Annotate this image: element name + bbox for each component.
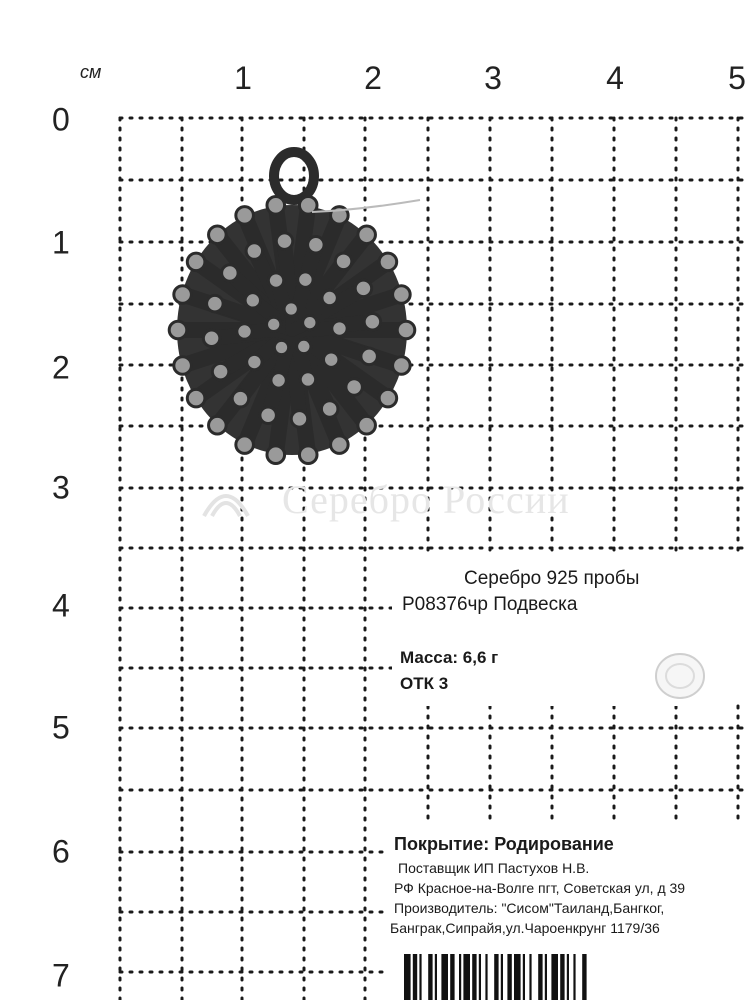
pendant-bead [393, 286, 411, 304]
pendant-bead [364, 313, 381, 330]
supplier-line: РФ Красное-на-Волге пгт, Советская ул, д 39 [394, 880, 686, 896]
ruler-y-label: 0 [52, 101, 70, 138]
barcode-bar [567, 954, 569, 1000]
barcode-bar [463, 954, 470, 1000]
ruler-x-label: 5 [728, 60, 746, 96]
ruler-unit-label: см [80, 62, 102, 82]
pendant-bead [246, 243, 263, 259]
pendant-bead [267, 196, 285, 214]
barcode-bar [404, 954, 411, 1000]
pendant-bead [393, 357, 411, 375]
pendant-bead [267, 446, 285, 464]
pendant-bead [209, 226, 227, 244]
pendant-bead [237, 324, 252, 339]
barcode-icon [398, 954, 718, 1000]
pendant-bail [274, 152, 314, 200]
barcode-bar [459, 954, 461, 1000]
pendant-bead [236, 207, 254, 225]
pendant-bead [321, 401, 338, 418]
pendant-bead [298, 272, 313, 287]
ruler-x-label: 4 [606, 60, 624, 96]
pendant-bead [299, 446, 317, 464]
pendant-bead [174, 286, 192, 304]
price-tag-string-icon [312, 200, 420, 212]
pendant-bead [322, 290, 337, 305]
pendant-bead [236, 436, 254, 454]
barcode-bar [538, 954, 542, 1000]
barcode-bar [573, 954, 575, 1000]
barcode-bar [551, 954, 558, 1000]
pendant-bead [346, 379, 363, 396]
pendant-bead [331, 436, 349, 454]
pendant-bead [232, 390, 249, 407]
pendant-bead [222, 265, 239, 282]
supplier-line: Банграк,Сипрайя,ул.Чароенкрунг 1179/36 [390, 920, 660, 936]
metal-purity: Серебро 925 пробы [464, 568, 640, 589]
mass: Масса: 6,6 г [400, 648, 499, 667]
ruler-y-label: 2 [52, 349, 70, 386]
pendant-bead [274, 340, 288, 354]
ruler-x-label: 3 [484, 60, 502, 96]
barcode-bar [501, 954, 503, 1000]
pendant-bead [379, 253, 397, 271]
barcode-bar [428, 954, 432, 1000]
ruler-x-label: 1 [234, 60, 252, 96]
barcode-bar [485, 954, 487, 1000]
article-number: Р08376чр Подвеска [402, 594, 578, 615]
pendant-bead [276, 233, 293, 250]
pendant-bead [187, 253, 205, 271]
barcode-bar [514, 954, 521, 1000]
pendant-bead [297, 339, 311, 353]
pendant-bead [209, 416, 227, 434]
barcode-bar [441, 954, 448, 1000]
otk-stamp: ОТК 3 [400, 674, 449, 693]
barcode-bar [529, 954, 531, 1000]
pendant-bead [203, 330, 220, 347]
pendant-bead [308, 236, 325, 253]
pendant-bead [358, 416, 376, 434]
pendant-bead [267, 317, 281, 331]
pendant-bead [260, 407, 277, 424]
barcode-bar [582, 954, 586, 1000]
pendant-bead [174, 357, 192, 375]
pendant-bead [332, 321, 347, 336]
barcode-bar [472, 954, 476, 1000]
barcode-bar [507, 954, 511, 1000]
barcode-bar [450, 954, 454, 1000]
pendant-bead [187, 389, 205, 407]
pendant-bead [300, 372, 315, 387]
barcode-bar [523, 954, 525, 1000]
pendant-bead [358, 226, 376, 244]
pendant-bead [335, 253, 352, 270]
barcode-bar [545, 954, 547, 1000]
barcode-bar [560, 954, 564, 1000]
pendant-bead [379, 389, 397, 407]
ruler-y-label: 7 [52, 957, 70, 994]
ruler-y-label: 4 [52, 587, 70, 624]
pendant-bead [212, 363, 229, 380]
supplier-line: Производитель: "Сисом"Таиланд,Бангког, [394, 900, 665, 916]
pendant-bead [303, 316, 317, 330]
pendant-bead [271, 373, 286, 388]
pendant-bead [397, 321, 415, 339]
watermark-text: Серебро России [282, 477, 570, 522]
pendant-bead [284, 302, 298, 316]
pendant-bead [245, 293, 260, 308]
pendant-bead [207, 295, 224, 312]
ruler-y-label: 5 [52, 709, 70, 746]
hologram-sticker-icon [652, 650, 708, 702]
pendant-bead [291, 411, 308, 428]
barcode-bar [435, 954, 437, 1000]
pendant-bead [361, 348, 378, 365]
ruler-x-label: 2 [364, 60, 382, 96]
ruler-y-label: 1 [52, 224, 70, 261]
barcode-bar [413, 954, 417, 1000]
pendant-bead [324, 352, 339, 367]
pendant-bead [355, 280, 372, 297]
ruler-y-label: 6 [52, 833, 70, 870]
pendant-bead [247, 354, 262, 369]
ruler-y-label: 3 [52, 469, 70, 506]
coating: Покрытие: Родирование [394, 834, 614, 854]
pendant-bead [169, 321, 187, 339]
barcode-bar [419, 954, 421, 1000]
barcode-bar [494, 954, 498, 1000]
barcode-bar [479, 954, 481, 1000]
supplier-line: Поставщик ИП Пастухов Н.В. [398, 860, 590, 876]
pendant-bead [268, 273, 283, 288]
